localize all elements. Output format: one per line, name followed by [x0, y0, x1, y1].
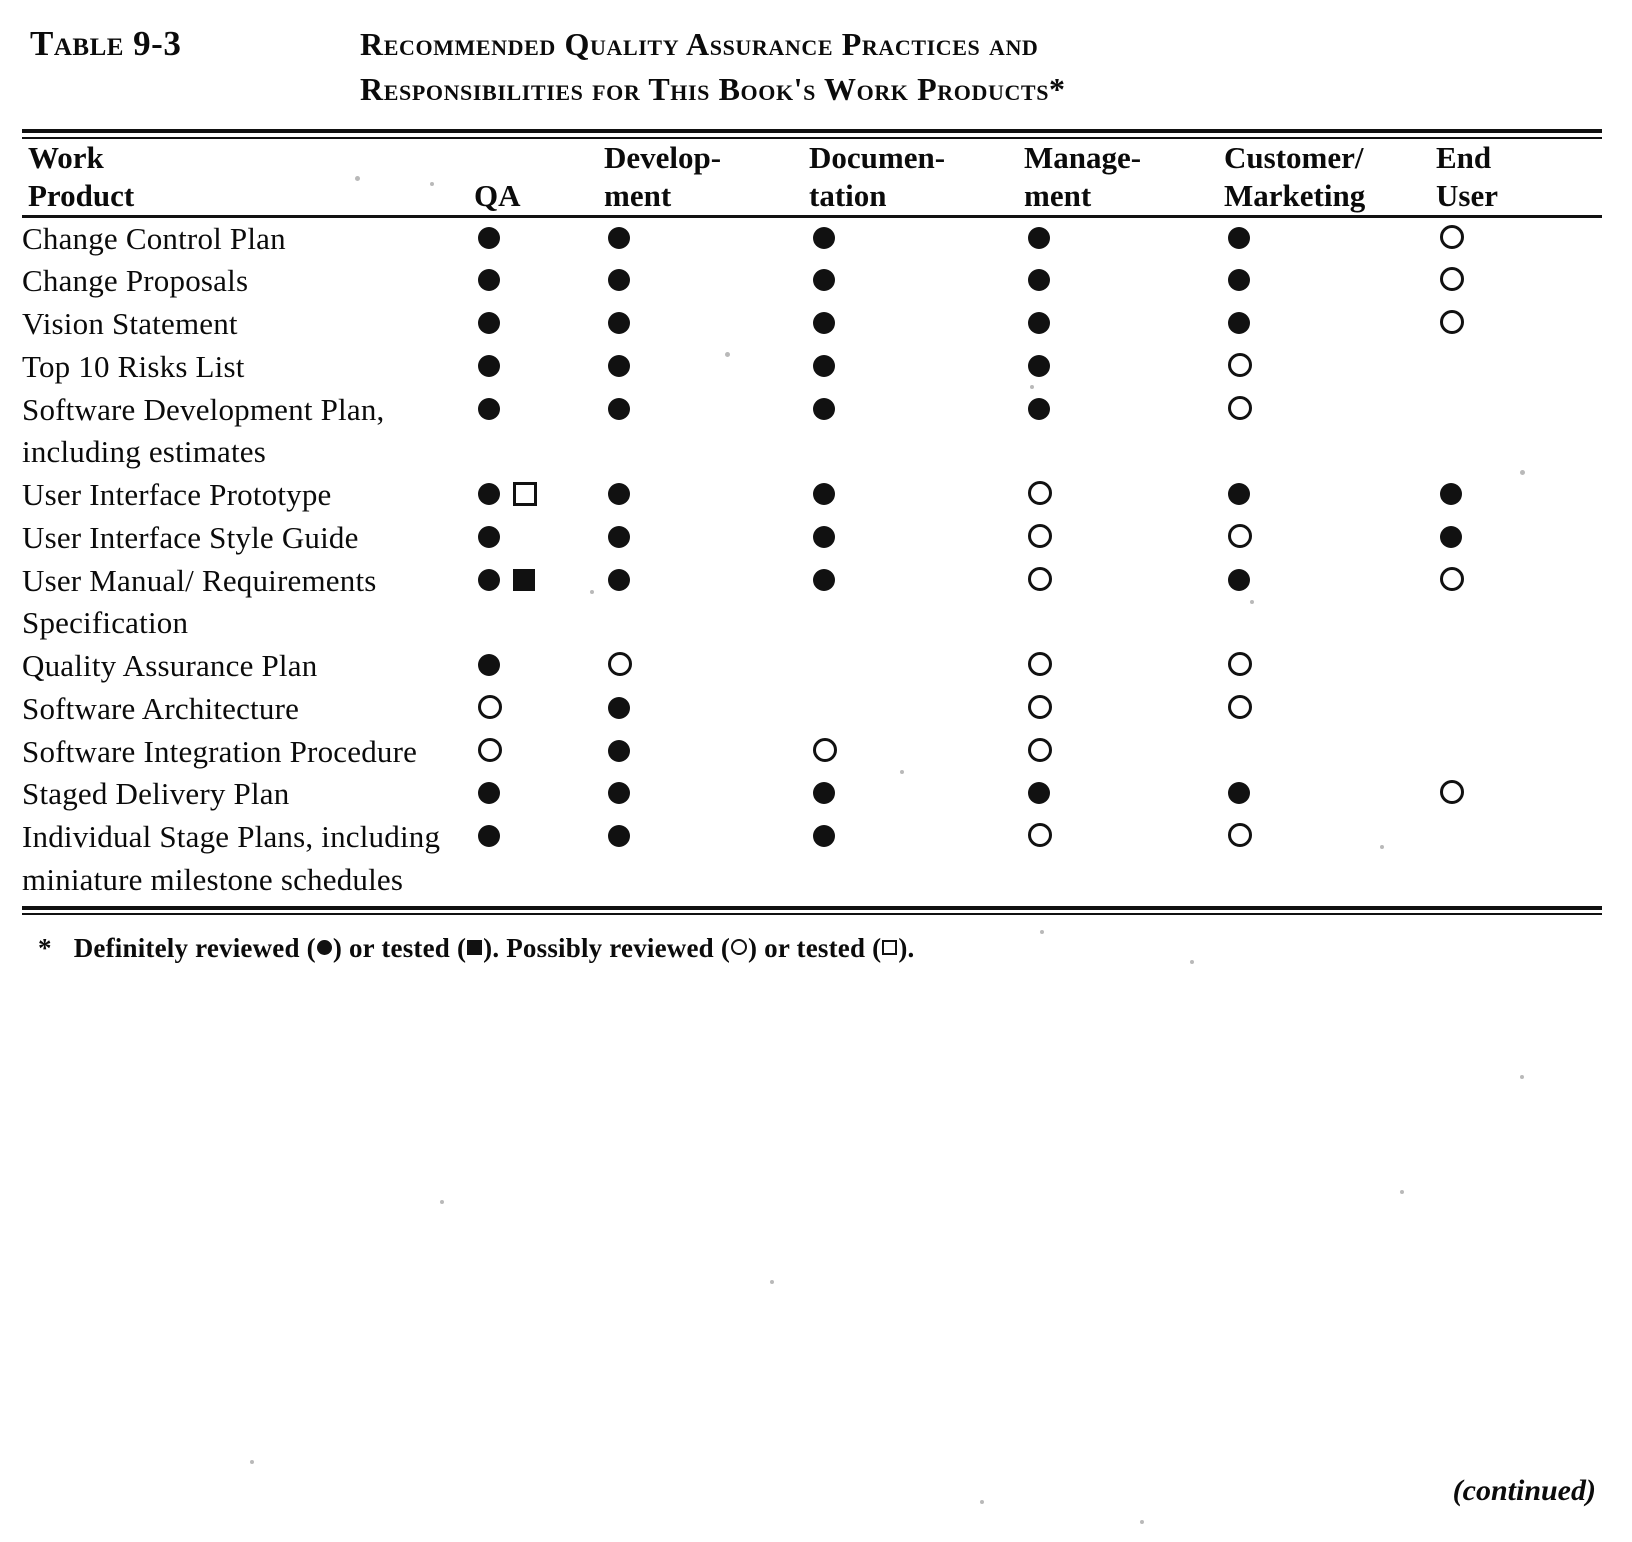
work-product-name: Software Architecture — [22, 690, 300, 726]
mark-group — [809, 569, 835, 591]
cell-qa — [474, 816, 604, 902]
mark-group — [604, 526, 630, 548]
filled-circle-icon — [608, 398, 630, 420]
work-product-name: Vision Statement — [22, 306, 238, 342]
filled-circle-icon — [813, 227, 835, 249]
filled-circle-icon — [478, 526, 500, 548]
filled-circle-icon — [478, 825, 500, 847]
cell-management — [1024, 218, 1224, 261]
mark-group — [604, 652, 632, 676]
mark-group — [809, 269, 835, 291]
cell-customer — [1224, 517, 1436, 560]
mark-group — [1024, 567, 1052, 591]
open-circle-icon — [1028, 567, 1052, 591]
footnote-part-4: ) or tested ( — [748, 932, 882, 963]
mark-group — [809, 738, 837, 762]
open-circle-icon — [478, 695, 502, 719]
filled-circle-icon — [608, 740, 630, 762]
mark-group — [1224, 227, 1250, 249]
mark-group — [1024, 481, 1052, 505]
mark-group — [474, 738, 502, 762]
work-product-name: Software Integration Procedure — [22, 733, 418, 769]
cell-management — [1024, 517, 1224, 560]
mark-group — [474, 825, 500, 847]
cell-qa — [474, 389, 604, 475]
work-product-name: Quality Assurance Plan — [22, 648, 318, 684]
cell-documentation — [809, 303, 1024, 346]
filled-circle-icon — [608, 782, 630, 804]
column-header-development-line2: ment — [604, 177, 672, 213]
cell-development — [604, 645, 809, 688]
cell-enduser — [1436, 560, 1602, 646]
mark-group — [1024, 652, 1052, 676]
open-circle-icon — [1028, 652, 1052, 676]
mark-group — [474, 269, 500, 291]
filled-circle-icon — [608, 825, 630, 847]
mark-group — [809, 825, 835, 847]
mark-group — [1024, 398, 1050, 420]
cell-qa — [474, 560, 604, 646]
cell-development — [604, 218, 809, 261]
footnote-marker: * — [38, 932, 52, 963]
column-header-documentation — [809, 139, 1024, 215]
column-header-qa — [474, 139, 604, 215]
work-product-name: Staged Delivery Plan — [22, 776, 290, 812]
cell-customer — [1224, 645, 1436, 688]
open-circle-icon — [1228, 695, 1252, 719]
open-circle-icon — [1228, 823, 1252, 847]
cell-management — [1024, 303, 1224, 346]
cell-customer — [1224, 346, 1436, 389]
table-row — [22, 517, 1602, 560]
filled-circle-icon — [478, 269, 500, 291]
cell-enduser — [1436, 517, 1602, 560]
mark-group — [1224, 652, 1252, 676]
mark-group — [1224, 569, 1250, 591]
cell-development — [604, 773, 809, 816]
filled-circle-icon — [813, 782, 835, 804]
cell-customer — [1224, 474, 1436, 517]
cell-enduser — [1436, 389, 1602, 475]
mark-group — [1224, 782, 1250, 804]
mark-group — [604, 312, 630, 334]
cell-qa — [474, 773, 604, 816]
mark-group — [604, 227, 630, 249]
cell-qa — [474, 645, 604, 688]
filled-circle-icon — [478, 312, 500, 334]
filled-circle-icon — [608, 697, 630, 719]
open-circle-icon — [1028, 823, 1052, 847]
mark-group — [1024, 524, 1052, 548]
table-row — [22, 645, 1602, 688]
filled-circle-icon — [813, 398, 835, 420]
filled-circle-icon — [608, 269, 630, 291]
filled-circle-icon — [608, 483, 630, 505]
filled-circle-icon — [478, 227, 500, 249]
footnote-part-3: ). Possibly reviewed ( — [483, 932, 731, 963]
mark-group — [474, 654, 500, 676]
continued-label: (continued) — [1452, 1474, 1596, 1507]
open-circle-icon — [1440, 225, 1464, 249]
open-square-icon — [882, 940, 897, 955]
table-title-block — [0, 0, 1632, 113]
mark-group — [1024, 782, 1050, 804]
header-rule-top — [22, 129, 1602, 139]
cell-development — [604, 688, 809, 731]
table-number-label: Table 9-3 — [30, 24, 182, 63]
cell-qa — [474, 688, 604, 731]
mark-group — [1024, 269, 1050, 291]
mark-group — [474, 312, 500, 334]
cell-customer — [1224, 731, 1436, 774]
open-circle-icon — [478, 738, 502, 762]
mark-group — [604, 269, 630, 291]
filled-circle-icon — [608, 526, 630, 548]
cell-management — [1024, 346, 1224, 389]
cell-development — [604, 474, 809, 517]
qa-practices-table — [22, 139, 1602, 215]
cell-management — [1024, 688, 1224, 731]
cell-enduser — [1436, 218, 1602, 261]
cell-documentation — [809, 218, 1024, 261]
mark-group — [1024, 823, 1052, 847]
mark-group — [1436, 483, 1462, 505]
filled-circle-icon — [1228, 269, 1250, 291]
mark-group — [809, 483, 835, 505]
cell-documentation — [809, 688, 1024, 731]
cell-enduser — [1436, 816, 1602, 902]
mark-group — [809, 227, 835, 249]
work-product-name: User Interface Style Guide — [22, 519, 359, 555]
open-circle-icon — [731, 939, 747, 955]
filled-circle-icon — [813, 312, 835, 334]
cell-development — [604, 346, 809, 389]
filled-circle-icon — [1028, 355, 1050, 377]
mark-group — [809, 526, 835, 548]
filled-circle-icon — [478, 483, 500, 505]
mark-group — [604, 355, 630, 377]
table-row — [22, 346, 1602, 389]
cell-customer — [1224, 560, 1436, 646]
column-header-development — [604, 139, 809, 215]
column-header-customer-line2: Marketing — [1224, 177, 1366, 213]
work-product-name: User Manual/ Requirements Specification — [22, 562, 377, 641]
table-row — [22, 560, 1602, 646]
mark-group — [809, 398, 835, 420]
open-circle-icon — [1440, 567, 1464, 591]
filled-circle-icon — [813, 526, 835, 548]
cell-documentation — [809, 260, 1024, 303]
table-footnote — [38, 933, 1602, 964]
filled-circle-icon — [608, 569, 630, 591]
column-header-customer-line1: Customer/ — [1224, 139, 1364, 175]
mark-group — [1224, 312, 1250, 334]
table-row — [22, 816, 1602, 902]
mark-group — [604, 398, 630, 420]
filled-circle-icon — [608, 355, 630, 377]
mark-group — [474, 782, 500, 804]
column-header-work-product-line1: Work — [28, 139, 104, 175]
open-circle-icon — [1028, 524, 1052, 548]
filled-circle-icon — [1028, 312, 1050, 334]
column-header-documentation-line2: tation — [809, 177, 887, 213]
cell-qa — [474, 474, 604, 517]
column-header-management — [1024, 139, 1224, 215]
open-circle-icon — [813, 738, 837, 762]
table-row — [22, 218, 1602, 261]
filled-circle-icon — [1440, 483, 1462, 505]
cell-enduser — [1436, 474, 1602, 517]
work-product-name: Software Development Plan, including estimates — [22, 391, 385, 470]
table-header-row — [22, 139, 1602, 215]
cell-documentation — [809, 731, 1024, 774]
mark-group — [474, 482, 537, 506]
cell-development — [604, 260, 809, 303]
cell-enduser — [1436, 260, 1602, 303]
work-product-name: Individual Stage Plans, including miniature milestone schedules — [22, 819, 441, 897]
mark-group — [474, 695, 502, 719]
open-circle-icon — [1440, 310, 1464, 334]
mark-group — [474, 569, 535, 591]
column-header-qa-label: QA — [474, 177, 521, 213]
cell-management — [1024, 260, 1224, 303]
cell-documentation — [809, 517, 1024, 560]
filled-circle-icon — [1228, 569, 1250, 591]
filled-circle-icon — [1028, 269, 1050, 291]
cell-development — [604, 517, 809, 560]
cell-customer — [1224, 218, 1436, 261]
filled-circle-icon — [1028, 227, 1050, 249]
mark-group — [604, 569, 630, 591]
open-circle-icon — [1228, 396, 1252, 420]
cell-enduser — [1436, 303, 1602, 346]
filled-circle-icon — [1028, 398, 1050, 420]
cell-qa — [474, 260, 604, 303]
cell-development — [604, 816, 809, 902]
mark-group — [604, 740, 630, 762]
work-product-name: Change Proposals — [22, 263, 249, 299]
column-header-enduser-line1: End — [1436, 139, 1492, 175]
cell-enduser — [1436, 346, 1602, 389]
cell-management — [1024, 560, 1224, 646]
mark-group — [1224, 695, 1252, 719]
footnote-part-5: ). — [898, 932, 915, 963]
footnote-text — [74, 933, 915, 964]
cell-documentation — [809, 474, 1024, 517]
mark-group — [1436, 526, 1462, 548]
open-circle-icon — [1440, 780, 1464, 804]
open-circle-icon — [1228, 524, 1252, 548]
cell-qa — [474, 218, 604, 261]
table-title-line-1: Recommended Quality Assurance Practices and — [360, 26, 1039, 62]
mark-group — [1224, 269, 1250, 291]
cell-qa — [474, 346, 604, 389]
column-header-enduser-line2: User — [1436, 177, 1498, 213]
cell-development — [604, 389, 809, 475]
cell-documentation — [809, 560, 1024, 646]
cell-development — [604, 560, 809, 646]
filled-circle-icon — [1228, 227, 1250, 249]
cell-qa — [474, 517, 604, 560]
column-header-customer-marketing — [1224, 139, 1436, 215]
filled-circle-icon — [478, 782, 500, 804]
mark-group — [1436, 225, 1464, 249]
cell-customer — [1224, 389, 1436, 475]
footnote-part-2: ) or tested ( — [332, 932, 467, 963]
filled-circle-icon — [813, 269, 835, 291]
filled-circle-icon — [1228, 782, 1250, 804]
mark-group — [604, 825, 630, 847]
cell-qa — [474, 303, 604, 346]
cell-management — [1024, 773, 1224, 816]
open-circle-icon — [1440, 267, 1464, 291]
open-circle-icon — [1228, 353, 1252, 377]
cell-customer — [1224, 260, 1436, 303]
filled-circle-icon — [1028, 782, 1050, 804]
column-header-end-user — [1436, 139, 1602, 215]
column-header-work-product — [22, 139, 474, 215]
filled-circle-icon — [317, 940, 332, 955]
mark-group — [604, 697, 630, 719]
cell-management — [1024, 816, 1224, 902]
mark-group — [474, 398, 500, 420]
cell-development — [604, 303, 809, 346]
table-body — [22, 218, 1602, 902]
cell-customer — [1224, 773, 1436, 816]
column-header-management-line2: ment — [1024, 177, 1092, 213]
filled-circle-icon — [608, 227, 630, 249]
open-circle-icon — [1028, 738, 1052, 762]
open-square-icon — [513, 482, 537, 506]
open-circle-icon — [608, 652, 632, 676]
table-row — [22, 688, 1602, 731]
filled-circle-icon — [478, 398, 500, 420]
mark-group — [1436, 310, 1464, 334]
mark-group — [1436, 267, 1464, 291]
filled-circle-icon — [1440, 526, 1462, 548]
mark-group — [1024, 695, 1052, 719]
filled-circle-icon — [608, 312, 630, 334]
mark-group — [474, 355, 500, 377]
mark-group — [1224, 823, 1252, 847]
open-circle-icon — [1228, 652, 1252, 676]
mark-group — [809, 312, 835, 334]
table-header — [22, 139, 1602, 215]
table-title — [360, 22, 1066, 113]
open-circle-icon — [1028, 481, 1052, 505]
cell-documentation — [809, 346, 1024, 389]
cell-qa — [474, 731, 604, 774]
filled-circle-icon — [813, 483, 835, 505]
filled-circle-icon — [813, 825, 835, 847]
mark-group — [809, 782, 835, 804]
mark-group — [1436, 567, 1464, 591]
filled-square-icon — [467, 940, 482, 955]
cell-enduser — [1436, 645, 1602, 688]
filled-circle-icon — [478, 654, 500, 676]
cell-enduser — [1436, 773, 1602, 816]
mark-group — [1224, 524, 1252, 548]
cell-management — [1024, 645, 1224, 688]
mark-group — [1024, 227, 1050, 249]
mark-group — [474, 526, 500, 548]
filled-circle-icon — [478, 569, 500, 591]
cell-management — [1024, 389, 1224, 475]
table-row — [22, 260, 1602, 303]
mark-group — [1024, 738, 1052, 762]
filled-circle-icon — [813, 569, 835, 591]
table-rule-bottom — [22, 906, 1602, 915]
work-product-name: User Interface Prototype — [22, 477, 332, 513]
column-header-development-line1: Develop- — [604, 139, 722, 175]
cell-customer — [1224, 816, 1436, 902]
cell-customer — [1224, 303, 1436, 346]
mark-group — [474, 227, 500, 249]
table-row — [22, 731, 1602, 774]
cell-documentation — [809, 389, 1024, 475]
mark-group — [1024, 355, 1050, 377]
cell-enduser — [1436, 731, 1602, 774]
filled-circle-icon — [1228, 483, 1250, 505]
mark-group — [1024, 312, 1050, 334]
cell-customer — [1224, 688, 1436, 731]
column-header-work-product-line2: Product — [28, 177, 135, 213]
cell-management — [1024, 731, 1224, 774]
qa-practices-table-body — [22, 218, 1602, 902]
table-row — [22, 303, 1602, 346]
cell-documentation — [809, 773, 1024, 816]
column-header-documentation-line1: Documen- — [809, 139, 946, 175]
column-header-management-line1: Manage- — [1024, 139, 1142, 175]
mark-group — [1224, 483, 1250, 505]
table-row — [22, 474, 1602, 517]
work-product-name: Change Control Plan — [22, 220, 286, 256]
work-product-name: Top 10 Risks List — [22, 348, 245, 384]
table-row — [22, 389, 1602, 475]
cell-management — [1024, 474, 1224, 517]
cell-documentation — [809, 816, 1024, 902]
filled-circle-icon — [813, 355, 835, 377]
open-circle-icon — [1028, 695, 1052, 719]
mark-group — [604, 782, 630, 804]
cell-development — [604, 731, 809, 774]
mark-group — [1224, 396, 1252, 420]
footnote-part-1: Definitely reviewed ( — [73, 932, 316, 963]
filled-square-icon — [513, 569, 535, 591]
filled-circle-icon — [1228, 312, 1250, 334]
mark-group — [809, 355, 835, 377]
mark-group — [604, 483, 630, 505]
mark-group — [1224, 353, 1252, 377]
table-row — [22, 773, 1602, 816]
mark-group — [1436, 780, 1464, 804]
filled-circle-icon — [478, 355, 500, 377]
table-title-line-2: Responsibilities for This Book's Work Products* — [360, 71, 1066, 108]
cell-enduser — [1436, 688, 1602, 731]
cell-documentation — [809, 645, 1024, 688]
